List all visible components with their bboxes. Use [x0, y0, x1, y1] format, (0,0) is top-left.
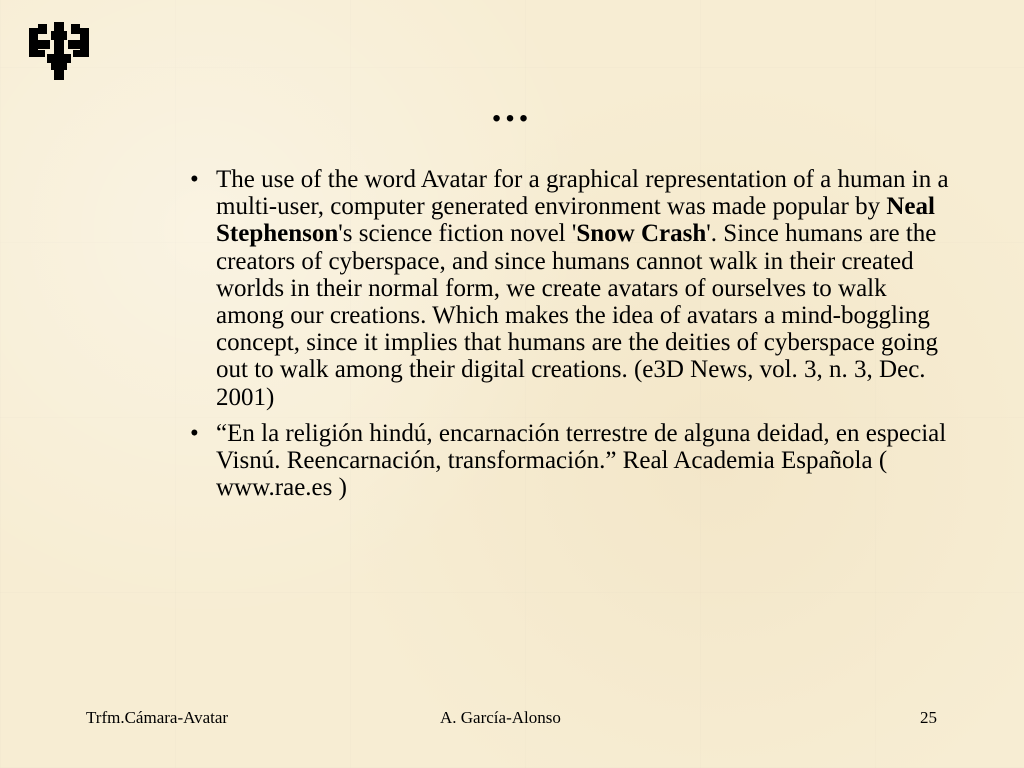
author-name: Neal Stephenson	[216, 193, 935, 248]
bullet-text: 's science fiction novel '	[338, 220, 577, 248]
footer-course: Trfm.Cámara-Avatar	[86, 708, 229, 727]
bullet-text: '. Since humans are the creators of cyberspace, and since humans cannot walk in their created worlds in their normal form, we create avatars of ourselves to walk among our creations. Which makes the idea of avatars a mind-boggling concept, since it implies that humans are the deities of cyberspace going out to walk among their digital creations. (e3D News, vol. 3, n. 3, Dec. 2001)	[216, 220, 938, 411]
slide-title: …	[490, 85, 532, 130]
bullet-text: The use of the word Avatar for a graphical representation of a human in a multi-user, computer generated environment was made popular by	[216, 166, 949, 221]
bullet-marker: •	[190, 419, 199, 447]
bullet-text: “En la religión hindú, encarnación terrestre de alguna deidad, en especial Visnú. Reencarnación, transformación.” Real Academia Española ( www.rae.es )	[216, 419, 947, 502]
university-emblem-icon	[27, 22, 91, 80]
page-number: 25	[920, 708, 937, 727]
footer-author: A. García-Alonso	[440, 708, 561, 727]
list-item	[190, 166, 950, 411]
bullet-list	[190, 166, 950, 510]
list-item	[190, 420, 950, 502]
bullet-marker: •	[190, 166, 199, 193]
novel-title: Snow Crash	[576, 220, 707, 248]
